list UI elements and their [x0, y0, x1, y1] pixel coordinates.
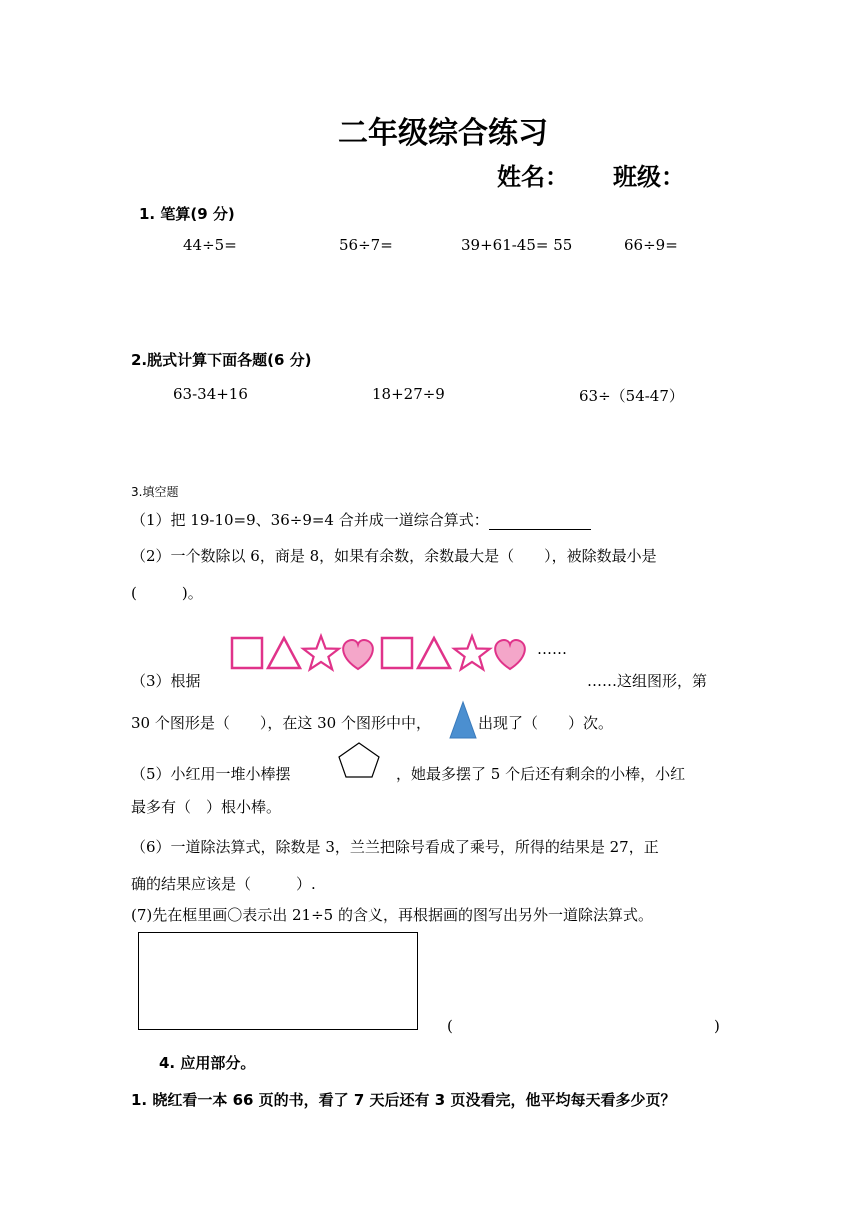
- triangle-icon: [418, 638, 450, 668]
- drawing-box[interactable]: [138, 932, 418, 1030]
- question-7: (7)先在框里画〇表示出 21÷5 的含义，再根据画的图写出另外一道除法算式。: [131, 906, 653, 924]
- question-5-prefix: （5）小红用一堆小棒摆: [131, 765, 291, 783]
- shapes-ellipsis: ……: [537, 640, 567, 658]
- question-2-line1: （2）一个数除以 6，商是 8，如果有余数，余数最大是（ ），被除数最小是: [131, 547, 657, 565]
- section1-heading: 1. 笔算(9 分): [139, 205, 235, 223]
- application-question-1: 1. 晓红看一本 66 页的书，看了 7 天后还有 3 页没看完，他平均每天看多少页？: [131, 1091, 676, 1109]
- answer-blank[interactable]: [489, 515, 591, 530]
- question-3-suffix: ……这组图形，第: [587, 672, 708, 690]
- section1-item: 66÷9=: [624, 236, 678, 254]
- section2-item: 18+27÷9: [372, 385, 445, 403]
- question-5-suffix: ，她最多摆了 5 个后还有剩余的小棒，小红: [396, 765, 686, 783]
- question-3-prefix: （3）根据: [131, 672, 201, 690]
- question-1-text: （1）把 19-10=9、36÷9=4 合并成一道综合算式：: [131, 511, 489, 529]
- question-3-line2b: 出现了（ ）次。: [478, 714, 614, 732]
- class-label: 班级：: [613, 163, 685, 191]
- question-5-line2: 最多有（ ）根小棒。: [131, 798, 282, 816]
- answer-paren-open: (: [447, 1017, 453, 1035]
- heart-icon: [495, 640, 525, 669]
- section2-heading: 2.脱式计算下面各题(6 分): [131, 351, 312, 369]
- question-6-line2: 确的结果应该是（ ）.: [131, 875, 316, 893]
- triangle-icon: [448, 700, 478, 740]
- name-label: 姓名：: [497, 163, 569, 191]
- section1-item: 44÷5=: [183, 236, 237, 254]
- section2-item: 63-34+16: [173, 385, 248, 403]
- section3-heading: 3.填空题: [131, 485, 179, 499]
- shape-sequence: [228, 632, 578, 674]
- star-icon: [303, 636, 339, 669]
- heart-icon: [343, 640, 373, 669]
- pentagon-icon: [336, 740, 382, 780]
- answer-paren-close: ): [714, 1017, 720, 1035]
- question-1: [131, 509, 591, 530]
- square-icon: [382, 638, 412, 668]
- question-6-line1: （6）一道除法算式，除数是 3，兰兰把除号看成了乘号，所得的结果是 27，正: [131, 838, 659, 856]
- star-icon: [454, 636, 490, 669]
- section1-item: 39+61-45= 55: [461, 236, 573, 254]
- triangle-icon: [268, 638, 300, 668]
- square-icon: [232, 638, 262, 668]
- section4-heading: 4. 应用部分。: [159, 1054, 256, 1072]
- page-title: 二年级综合练习: [338, 116, 548, 151]
- question-3-line2a: 30 个图形是（ ），在这 30 个图形中中，: [131, 714, 431, 732]
- section1-item: 56÷7=: [339, 236, 393, 254]
- question-2-line2: ( )。: [131, 584, 203, 602]
- section2-item: 63÷（54-47）: [579, 387, 684, 405]
